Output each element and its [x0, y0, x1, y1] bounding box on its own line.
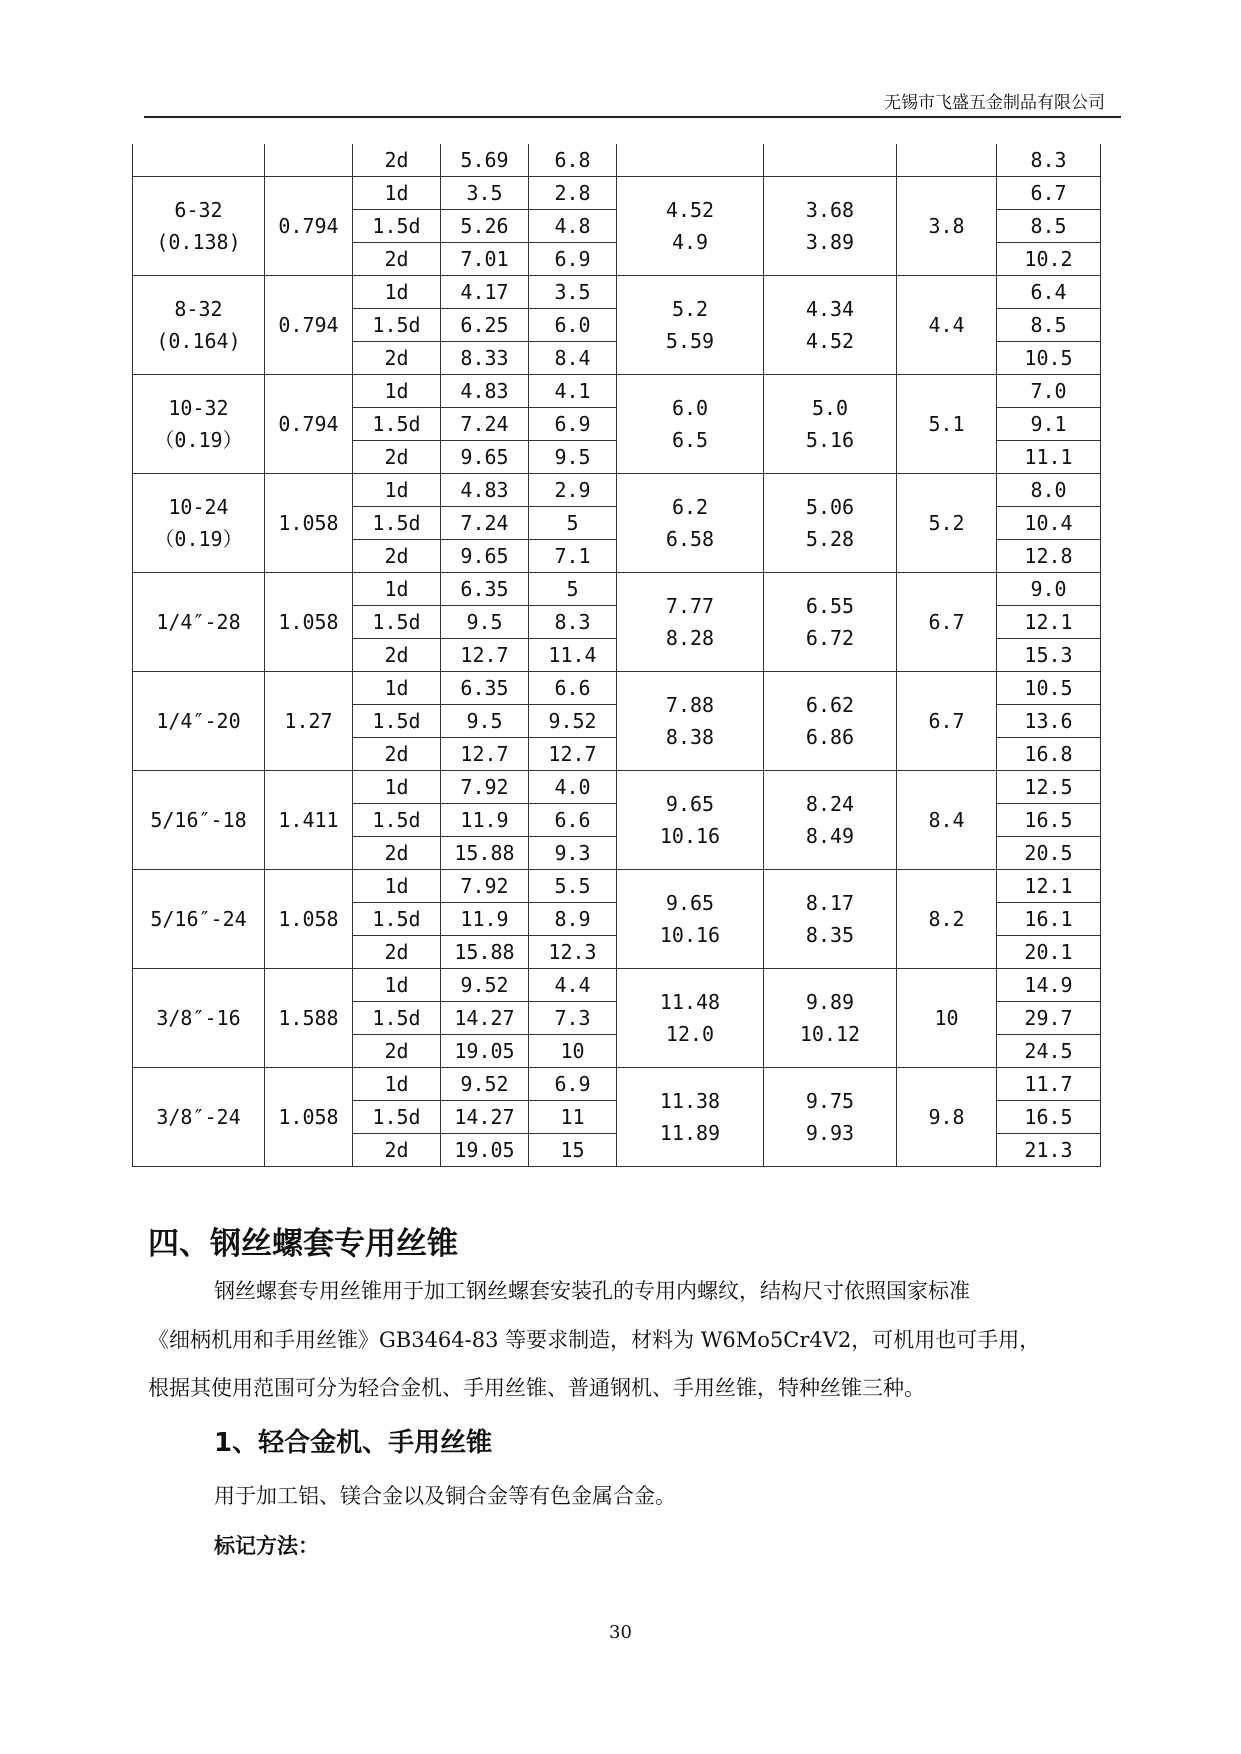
table-cell-length: 1d	[353, 375, 441, 408]
table-cell-value: 11.9	[441, 804, 529, 837]
table-cell-value: 9.52	[529, 705, 617, 738]
table-cell-length: 1.5d	[353, 1002, 441, 1035]
table-cell-value: 9.5	[441, 705, 529, 738]
table-row	[133, 375, 1101, 408]
table-cell-value: 16.5	[997, 804, 1101, 837]
table-cell-length: 2d	[353, 441, 441, 474]
table-cell-value: 6.35	[441, 573, 529, 606]
table-cell-diameter: 7.88 8.38	[617, 672, 764, 771]
table-cell-length: 1d	[353, 672, 441, 705]
table-cell-diameter: 11.48 12.0	[617, 969, 764, 1068]
table-cell-value: 15.88	[441, 837, 529, 870]
table-cell-value: 8.5	[997, 210, 1101, 243]
table-cell-length: 2d	[353, 144, 441, 177]
table-cell-value: 15	[529, 1134, 617, 1167]
table-cell-value: 9.3	[529, 837, 617, 870]
table-cell-length: 1.5d	[353, 210, 441, 243]
table-cell-value: 20.1	[997, 936, 1101, 969]
table-row	[133, 177, 1101, 210]
table-cell-length: 1.5d	[353, 1101, 441, 1134]
table-cell-value: 6.6	[529, 672, 617, 705]
table-cell-pitch: 1.058	[265, 474, 353, 573]
table-cell-pitch: 1.058	[265, 573, 353, 672]
table-cell-size: 8-32 (0.164)	[133, 276, 265, 375]
table-cell-length: 2d	[353, 738, 441, 771]
table-cell-value: 6.0	[529, 309, 617, 342]
table-cell-value: 4.8	[529, 210, 617, 243]
table-cell-diameter: 8.24 8.49	[764, 771, 897, 870]
table-cell-value: 9.65	[441, 540, 529, 573]
table-cell-value: 20.5	[997, 837, 1101, 870]
table-cell-value: 8.5	[997, 309, 1101, 342]
table-cell-value: 8.4	[529, 342, 617, 375]
table-cell-pitch: 0.794	[265, 375, 353, 474]
table-row	[133, 672, 1101, 705]
header-company-name: 无锡市飞盛五金制品有限公司	[884, 93, 1105, 113]
table-cell-value: 15.88	[441, 936, 529, 969]
table-cell-diameter: 6.7	[897, 573, 997, 672]
header-rule	[144, 116, 1121, 118]
table-cell-value: 12.7	[441, 639, 529, 672]
table-cell-value: 5.5	[529, 870, 617, 903]
table-cell-length: 1d	[353, 969, 441, 1002]
table-cell-length: 2d	[353, 1035, 441, 1068]
table-cell-value: 8.3	[997, 144, 1101, 177]
table-cell-value: 7.24	[441, 507, 529, 540]
table-cell-length: 1.5d	[353, 507, 441, 540]
table-cell-length: 2d	[353, 936, 441, 969]
table-cell-value: 11.7	[997, 1068, 1101, 1101]
table-cell-pitch: 1.27	[265, 672, 353, 771]
table-row	[133, 474, 1101, 507]
table-cell-size: 3/8″-16	[133, 969, 265, 1068]
table-cell-diameter: 9.89 10.12	[764, 969, 897, 1068]
table-cell-value: 9.52	[441, 969, 529, 1002]
table-cell-value: 7.1	[529, 540, 617, 573]
table-cell-value: 7.0	[997, 375, 1101, 408]
table-cell-length: 2d	[353, 243, 441, 276]
section-paragraph-line-1: 钢丝螺套专用丝锥用于加工钢丝螺套安装孔的专用内螺纹，结构尺寸依照国家标准	[214, 1279, 970, 1303]
table-cell-length: 1.5d	[353, 705, 441, 738]
table-cell-value: 12.7	[529, 738, 617, 771]
table-row	[133, 870, 1101, 903]
table-cell-value: 8.9	[529, 903, 617, 936]
table-cell-length: 2d	[353, 837, 441, 870]
table-cell-pitch	[265, 144, 353, 177]
table-cell-value: 2.9	[529, 474, 617, 507]
table-cell-diameter	[764, 144, 897, 177]
table-cell-value: 11.4	[529, 639, 617, 672]
table-cell-value: 4.4	[529, 969, 617, 1002]
table-cell-pitch: 1.058	[265, 870, 353, 969]
table-cell-length: 1d	[353, 1068, 441, 1101]
table-cell-size: 10-24 （0.19）	[133, 474, 265, 573]
table-cell-size: 1/4″-20	[133, 672, 265, 771]
table-cell-value: 12.7	[441, 738, 529, 771]
table-cell-value: 6.9	[529, 408, 617, 441]
table-cell-pitch: 0.794	[265, 177, 353, 276]
table-cell-value: 10.5	[997, 342, 1101, 375]
table-cell-diameter: 6.2 6.58	[617, 474, 764, 573]
table-cell-diameter: 5.06 5.28	[764, 474, 897, 573]
table-cell-value: 9.0	[997, 573, 1101, 606]
table-cell-value: 12.5	[997, 771, 1101, 804]
table-cell-size: 1/4″-28	[133, 573, 265, 672]
table-cell-pitch: 1.058	[265, 1068, 353, 1167]
table-cell-value: 9.65	[441, 441, 529, 474]
table-cell-diameter: 9.75 9.93	[764, 1068, 897, 1167]
table-cell-value: 24.5	[997, 1035, 1101, 1068]
table-cell-length: 1.5d	[353, 309, 441, 342]
table-cell-value: 3.5	[441, 177, 529, 210]
table-cell-value: 4.17	[441, 276, 529, 309]
section-paragraph-line-2: 《细柄机用和手用丝锥》GB3464-83 等要求制造，材料为 W6Mo5Cr4V2，可机用也可手用，	[148, 1328, 1041, 1352]
table-row	[133, 969, 1101, 1002]
table-cell-diameter: 3.68 3.89	[764, 177, 897, 276]
table-cell-length: 1.5d	[353, 408, 441, 441]
table-cell-value: 12.1	[997, 606, 1101, 639]
table-cell-value: 6.35	[441, 672, 529, 705]
table-cell-diameter	[897, 144, 997, 177]
page-number: 30	[609, 1622, 632, 1643]
table-cell-diameter: 8.2	[897, 870, 997, 969]
table-cell-diameter: 4.4	[897, 276, 997, 375]
table-cell-value: 6.7	[997, 177, 1101, 210]
table-cell-pitch: 1.411	[265, 771, 353, 870]
table-row	[133, 276, 1101, 309]
table-row	[133, 1068, 1101, 1101]
spec-table	[132, 144, 1101, 1167]
table-cell-value: 6.9	[529, 243, 617, 276]
table-cell-diameter: 10	[897, 969, 997, 1068]
table-cell-value: 10.4	[997, 507, 1101, 540]
table-cell-value: 13.6	[997, 705, 1101, 738]
table-cell-diameter: 6.0 6.5	[617, 375, 764, 474]
table-cell-value: 7.92	[441, 771, 529, 804]
table-cell-size: 5/16″-18	[133, 771, 265, 870]
subsection-text: 用于加工铝、镁合金以及铜合金等有色金属合金。	[214, 1484, 676, 1508]
table-cell-diameter: 7.77 8.28	[617, 573, 764, 672]
table-cell-diameter: 9.65 10.16	[617, 870, 764, 969]
table-row	[133, 573, 1101, 606]
table-cell-length: 2d	[353, 342, 441, 375]
table-cell-diameter: 8.17 8.35	[764, 870, 897, 969]
table-cell-value: 11.9	[441, 903, 529, 936]
table-cell-value: 11	[529, 1101, 617, 1134]
section-title: 四、钢丝螺套专用丝锥	[148, 1226, 458, 1262]
table-cell-value: 12.8	[997, 540, 1101, 573]
table-cell-value: 16.8	[997, 738, 1101, 771]
table-row	[133, 771, 1101, 804]
table-cell-value: 5.69	[441, 144, 529, 177]
table-cell-value: 21.3	[997, 1134, 1101, 1167]
table-cell-diameter: 6.7	[897, 672, 997, 771]
table-cell-value: 16.5	[997, 1101, 1101, 1134]
table-cell-value: 12.1	[997, 870, 1101, 903]
table-cell-pitch: 1.588	[265, 969, 353, 1068]
table-cell-value: 12.3	[529, 936, 617, 969]
table-cell-value: 6.6	[529, 804, 617, 837]
table-cell-length: 2d	[353, 1134, 441, 1167]
table-cell-value: 5	[529, 573, 617, 606]
table-cell-value: 9.52	[441, 1068, 529, 1101]
table-cell-size: 3/8″-24	[133, 1068, 265, 1167]
table-cell-value: 6.25	[441, 309, 529, 342]
table-cell-size: 10-32 （0.19）	[133, 375, 265, 474]
table-cell-length: 1d	[353, 276, 441, 309]
table-cell-diameter: 5.2 5.59	[617, 276, 764, 375]
table-cell-value: 7.3	[529, 1002, 617, 1035]
table-cell-length: 1d	[353, 474, 441, 507]
table-cell-diameter: 11.38 11.89	[617, 1068, 764, 1167]
table-cell-value: 8.3	[529, 606, 617, 639]
table-cell-pitch: 0.794	[265, 276, 353, 375]
table-cell-size: 5/16″-24	[133, 870, 265, 969]
marking-method-label: 标记方法：	[214, 1534, 319, 1558]
table-cell-length: 1d	[353, 870, 441, 903]
table-cell-diameter: 5.1	[897, 375, 997, 474]
table-cell-diameter: 4.52 4.9	[617, 177, 764, 276]
table-cell-value: 2.8	[529, 177, 617, 210]
table-cell-diameter: 9.65 10.16	[617, 771, 764, 870]
table-cell-value: 29.7	[997, 1002, 1101, 1035]
table-cell-diameter: 6.55 6.72	[764, 573, 897, 672]
table-cell-value: 16.1	[997, 903, 1101, 936]
table-cell-value: 8.0	[997, 474, 1101, 507]
table-cell-length: 1d	[353, 177, 441, 210]
table-row	[133, 144, 1101, 177]
table-cell-value: 5	[529, 507, 617, 540]
table-cell-value: 14.27	[441, 1101, 529, 1134]
table-cell-value: 3.5	[529, 276, 617, 309]
table-cell-value: 4.83	[441, 474, 529, 507]
table-cell-length: 2d	[353, 639, 441, 672]
table-cell-value: 8.33	[441, 342, 529, 375]
table-cell-value: 5.26	[441, 210, 529, 243]
table-cell-value: 9.1	[997, 408, 1101, 441]
table-cell-value: 9.5	[441, 606, 529, 639]
table-cell-value: 7.01	[441, 243, 529, 276]
table-cell-diameter: 8.4	[897, 771, 997, 870]
table-cell-diameter: 6.62 6.86	[764, 672, 897, 771]
table-cell-diameter: 9.8	[897, 1068, 997, 1167]
table-cell-diameter	[617, 144, 764, 177]
table-cell-value: 10.2	[997, 243, 1101, 276]
table-cell-value: 14.9	[997, 969, 1101, 1002]
table-cell-value: 6.8	[529, 144, 617, 177]
table-cell-value: 11.1	[997, 441, 1101, 474]
table-cell-length: 1.5d	[353, 903, 441, 936]
table-cell-value: 4.0	[529, 771, 617, 804]
section-paragraph-line-3: 根据其使用范围可分为轻合金机、手用丝锥、普通钢机、手用丝锥，特种丝锥三种。	[148, 1376, 925, 1400]
table-cell-value: 6.4	[997, 276, 1101, 309]
table-cell-value: 15.3	[997, 639, 1101, 672]
table-cell-length: 1.5d	[353, 606, 441, 639]
table-cell-value: 6.9	[529, 1068, 617, 1101]
table-cell-value: 4.1	[529, 375, 617, 408]
table-cell-value: 19.05	[441, 1134, 529, 1167]
table-cell-value: 19.05	[441, 1035, 529, 1068]
table-cell-value: 7.92	[441, 870, 529, 903]
table-cell-value: 10.5	[997, 672, 1101, 705]
table-cell-value: 9.5	[529, 441, 617, 474]
table-cell-diameter: 3.8	[897, 177, 997, 276]
table-cell-size: 6-32 (0.138)	[133, 177, 265, 276]
table-cell-value: 7.24	[441, 408, 529, 441]
subsection-title: 1、轻合金机、手用丝锥	[214, 1428, 493, 1458]
table-cell-value: 14.27	[441, 1002, 529, 1035]
table-cell-value: 4.83	[441, 375, 529, 408]
table-cell-diameter: 4.34 4.52	[764, 276, 897, 375]
table-cell-length: 1.5d	[353, 804, 441, 837]
table-cell-length: 1d	[353, 771, 441, 804]
table-cell-size	[133, 144, 265, 177]
table-cell-length: 1d	[353, 573, 441, 606]
table-cell-length: 2d	[353, 540, 441, 573]
table-cell-diameter: 5.0 5.16	[764, 375, 897, 474]
table-cell-diameter: 5.2	[897, 474, 997, 573]
table-cell-value: 10	[529, 1035, 617, 1068]
